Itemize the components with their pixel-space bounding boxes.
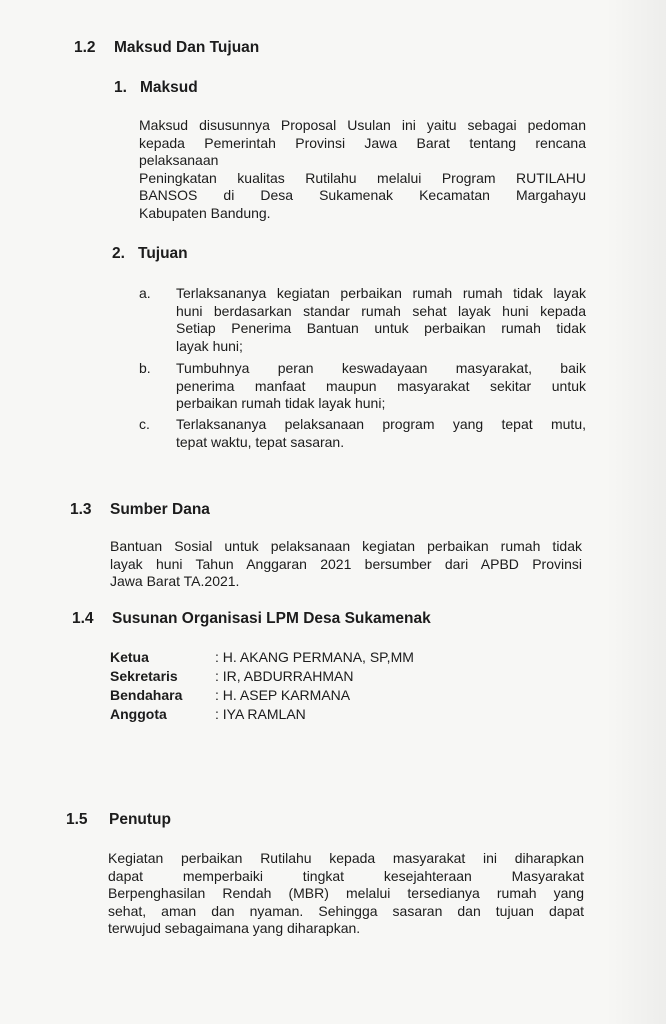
text-line: Berpenghasilan Rendah (MBR) melalui tersedianya rumah yang	[108, 885, 584, 902]
section-heading-1-5	[66, 811, 171, 829]
text-line: Setiap Penerima Bantuan untuk perbaikan rumah tidak	[176, 320, 586, 337]
org-role: Ketua	[110, 649, 149, 665]
paper-shadow	[606, 0, 666, 1024]
section-heading-1-2	[74, 39, 259, 57]
org-person: : IR, ABDURRAHMAN	[215, 668, 354, 684]
section-number: 1.5	[66, 811, 88, 828]
subheading-tujuan	[112, 245, 188, 263]
subheading-title: Maksud	[140, 79, 198, 96]
org-row-ketua	[110, 648, 510, 667]
org-person: : IYA RAMLAN	[215, 706, 306, 722]
org-role: Anggota	[110, 706, 167, 722]
text-line: Terlaksananya kegiatan perbaikan rumah rumah tidak layak	[176, 285, 586, 301]
text-line: layak huni;	[176, 337, 243, 354]
section-title: Maksud Dan Tujuan	[114, 39, 260, 56]
text-line: Kabupaten Bandung.	[139, 204, 271, 221]
org-role: Bendahara	[110, 687, 183, 703]
org-row-anggota	[110, 705, 510, 724]
penutup-paragraph	[108, 850, 584, 938]
text-line: pelaksanaan	[139, 152, 219, 169]
text-line: Peningkatan kualitas Rutilahu melalui Program RUTILAHU	[139, 169, 586, 186]
text-line: dapat memperbaiki tingkat kesejahteraan Masyarakat	[108, 867, 584, 884]
text-line: layak huni Tahun Anggaran 2021 bersumber dari APBD Provinsi	[110, 555, 582, 572]
section-heading-1-4	[72, 610, 431, 628]
section-number: 1.2	[74, 39, 96, 56]
subheading-number: 1.	[114, 79, 127, 96]
text-line: huni berdasarkan standar rumah sehat layak huni kepada	[176, 302, 586, 319]
text-line: kepada Pemerintah Provinsi Jawa Barat tentang rencana	[139, 134, 586, 151]
text-line: Tumbuhnya peran keswadayaan masyarakat, baik	[176, 360, 586, 376]
subheading-maksud	[114, 79, 198, 97]
list-marker: c.	[139, 416, 150, 432]
section-number: 1.4	[72, 610, 94, 627]
sumber-dana-paragraph	[110, 538, 582, 591]
org-row-sekretaris	[110, 667, 510, 686]
subheading-number: 2.	[112, 245, 125, 262]
text-line: penerima manfaat maupun masyarakat sekitar untuk	[176, 377, 586, 394]
text-line: Terlaksananya pelaksanaan program yang tepat mutu,	[176, 416, 586, 432]
maksud-paragraph	[139, 117, 586, 223]
org-row-bendahara	[110, 686, 510, 705]
text-line: tepat waktu, tepat sasaran.	[176, 433, 345, 450]
org-person: : H. AKANG PERMANA, SP,MM	[215, 649, 414, 665]
section-title: Sumber Dana	[110, 501, 210, 518]
list-marker: a.	[139, 285, 151, 301]
text-line: sehat, aman dan nyaman. Sehingga sasaran dan tujuan dapat	[108, 902, 584, 919]
text-line: Maksud disusunnya Proposal Usulan ini yaitu sebagai pedoman	[139, 117, 586, 133]
org-person: : H. ASEP KARMANA	[215, 687, 351, 703]
text-line: perbaikan rumah tidak layak huni;	[176, 395, 386, 412]
subheading-title: Tujuan	[138, 245, 188, 262]
text-line: Jawa Barat TA.2021.	[110, 573, 240, 590]
organization-list	[110, 648, 510, 724]
section-title: Susunan Organisasi LPM Desa Sukamenak	[112, 610, 431, 627]
section-title: Penutup	[109, 811, 171, 828]
text-line: Bantuan Sosial untuk pelaksanaan kegiatan perbaikan rumah tidak	[110, 538, 582, 554]
section-number: 1.3	[70, 501, 92, 518]
section-heading-1-3	[70, 501, 210, 519]
org-role: Sekretaris	[110, 668, 178, 684]
text-line: terwujud sebagaimana yang diharapkan.	[108, 920, 361, 937]
text-line: Kegiatan perbaikan Rutilahu kepada masyarakat ini diharapkan	[108, 850, 584, 866]
list-marker: b.	[139, 360, 151, 376]
text-line: BANSOS di Desa Sukamenak Kecamatan Margahayu	[139, 187, 586, 204]
